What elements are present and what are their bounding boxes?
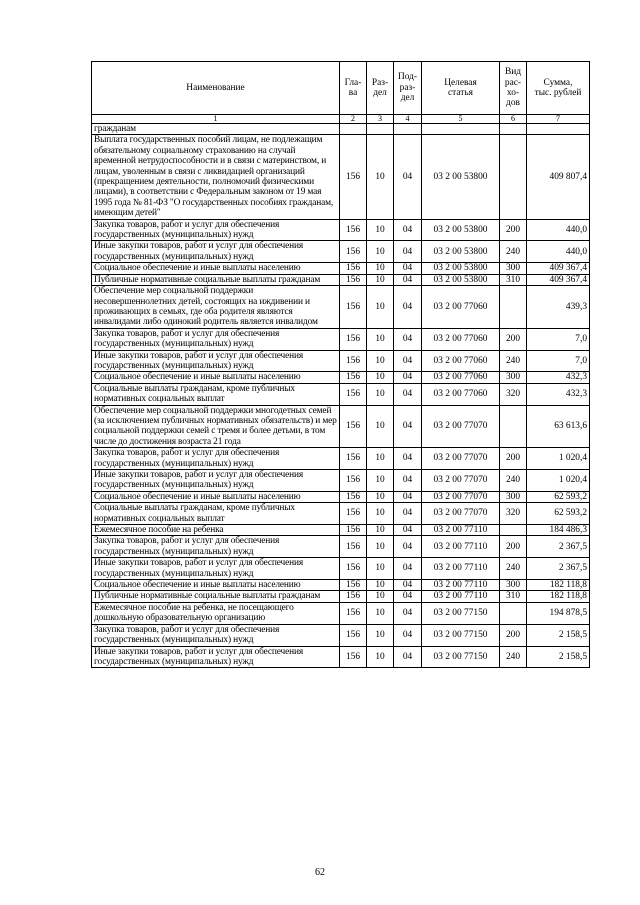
header-name: Наименование — [92, 62, 340, 115]
row-podrazdel: 04 — [394, 405, 422, 448]
row-razdel: 10 — [367, 135, 394, 219]
row-podrazdel: 04 — [394, 263, 422, 274]
row-podrazdel: 04 — [394, 286, 422, 329]
row-vid: 240 — [500, 241, 527, 263]
row-name: Социальное обеспечение и иные выплаты населению — [92, 491, 340, 502]
row-vid: 200 — [500, 624, 527, 646]
row-target: 03 2 00 77070 — [422, 405, 500, 448]
row-glava: 156 — [340, 405, 367, 448]
row-sum: 432,3 — [527, 383, 590, 405]
row-name: Закупка товаров, работ и услуг для обеспечения государственных (муниципальных) нужд — [92, 328, 340, 350]
row-vid — [500, 602, 527, 624]
row-target: 03 2 00 53800 — [422, 263, 500, 274]
row-target: 03 2 00 77110 — [422, 558, 500, 580]
row-target: 03 2 00 53800 — [422, 219, 500, 241]
row-vid: 200 — [500, 328, 527, 350]
row-razdel: 10 — [367, 591, 394, 602]
table-row — [92, 274, 590, 285]
row-name: Социальное обеспечение и иные выплаты населению — [92, 580, 340, 591]
row-sum: 432,3 — [527, 372, 590, 383]
row-name: гражданам — [92, 124, 340, 135]
table-body — [92, 124, 590, 668]
row-sum: 2 367,5 — [527, 558, 590, 580]
row-glava: 156 — [340, 491, 367, 502]
row-razdel: 10 — [367, 241, 394, 263]
row-vid: 240 — [500, 646, 527, 668]
row-razdel: 10 — [367, 405, 394, 448]
row-podrazdel: 04 — [394, 448, 422, 470]
row-razdel: 10 — [367, 263, 394, 274]
table-row — [92, 135, 590, 219]
row-razdel — [367, 124, 394, 135]
table-row — [92, 124, 590, 135]
row-glava: 156 — [340, 372, 367, 383]
table-row — [92, 491, 590, 502]
header-vid: Вид рас- хо- дов — [500, 62, 527, 115]
row-glava: 156 — [340, 602, 367, 624]
row-sum: 182 118,8 — [527, 591, 590, 602]
row-razdel: 10 — [367, 646, 394, 668]
row-vid: 200 — [500, 536, 527, 558]
row-razdel: 10 — [367, 503, 394, 525]
row-name: Обеспечение мер социальной поддержки несовершеннолетних детей, состоящих на иждивении и проживающих в семьях, где оба родителя являются инвалидами либо одинокий родитель является инвалидом — [92, 286, 340, 329]
row-target: 03 2 00 77070 — [422, 491, 500, 502]
row-target: 03 2 00 77060 — [422, 372, 500, 383]
table-row — [92, 405, 590, 448]
row-name: Ежемесячное пособие на ребенка, не посещающего дошкольную образовательную организацию — [92, 602, 340, 624]
row-target: 03 2 00 53800 — [422, 135, 500, 219]
row-name: Социальное обеспечение и иные выплаты населению — [92, 263, 340, 274]
row-glava: 156 — [340, 646, 367, 668]
row-target: 03 2 00 77060 — [422, 328, 500, 350]
row-podrazdel: 04 — [394, 624, 422, 646]
row-glava: 156 — [340, 383, 367, 405]
row-name: Социальное обеспечение и иные выплаты населению — [92, 372, 340, 383]
row-razdel: 10 — [367, 328, 394, 350]
row-target: 03 2 00 77060 — [422, 350, 500, 372]
row-razdel: 10 — [367, 558, 394, 580]
row-target: 03 2 00 77110 — [422, 525, 500, 536]
row-sum: 2 158,5 — [527, 624, 590, 646]
table-row — [92, 602, 590, 624]
row-vid: 240 — [500, 350, 527, 372]
row-glava: 156 — [340, 536, 367, 558]
row-target: 03 2 00 77070 — [422, 470, 500, 492]
row-podrazdel: 04 — [394, 372, 422, 383]
row-glava: 156 — [340, 286, 367, 329]
row-podrazdel: 04 — [394, 536, 422, 558]
row-glava: 156 — [340, 580, 367, 591]
row-podrazdel: 04 — [394, 274, 422, 285]
row-vid: 320 — [500, 383, 527, 405]
table-row — [92, 536, 590, 558]
table-row — [92, 263, 590, 274]
column-number: 4 — [394, 115, 422, 124]
column-number: 1 — [92, 115, 340, 124]
row-vid: 300 — [500, 580, 527, 591]
column-number: 7 — [527, 115, 590, 124]
row-podrazdel: 04 — [394, 491, 422, 502]
row-name: Закупка товаров, работ и услуг для обеспечения государственных (муниципальных) нужд — [92, 624, 340, 646]
row-razdel: 10 — [367, 448, 394, 470]
row-razdel: 10 — [367, 286, 394, 329]
row-name: Публичные нормативные социальные выплаты гражданам — [92, 274, 340, 285]
row-podrazdel: 04 — [394, 241, 422, 263]
header-target: Целевая статья — [422, 62, 500, 115]
row-sum: 440,0 — [527, 219, 590, 241]
column-number-row — [92, 115, 590, 124]
row-vid: 200 — [500, 219, 527, 241]
row-vid: 240 — [500, 558, 527, 580]
table-row — [92, 503, 590, 525]
row-vid — [500, 286, 527, 329]
row-vid: 300 — [500, 491, 527, 502]
table-row — [92, 470, 590, 492]
row-vid — [500, 135, 527, 219]
row-sum: 182 118,8 — [527, 580, 590, 591]
budget-table — [91, 61, 590, 668]
row-sum: 1 020,4 — [527, 448, 590, 470]
row-podrazdel: 04 — [394, 350, 422, 372]
row-sum: 62 593,2 — [527, 503, 590, 525]
row-sum — [527, 124, 590, 135]
row-podrazdel: 04 — [394, 558, 422, 580]
row-target: 03 2 00 77070 — [422, 448, 500, 470]
row-name: Выплата государственных пособий лицам, не подлежащим обязательному социальному страхованию на случай временной нетрудоспособности и в связи с материнством, и лицам, уволенным в связи с ликвидацией организаций (прекращением деятельности, полномочий физическими лицами), в соответствии с Федеральным законом от 19 мая 1995 года № 81-ФЗ "О государственных пособиях гражданам, имеющим детей" — [92, 135, 340, 219]
row-target: 03 2 00 77060 — [422, 286, 500, 329]
table-row — [92, 328, 590, 350]
table-row — [92, 646, 590, 668]
header-razdel: Раз- дел — [367, 62, 394, 115]
row-vid — [500, 124, 527, 135]
row-glava: 156 — [340, 274, 367, 285]
row-sum: 1 020,4 — [527, 470, 590, 492]
row-glava: 156 — [340, 525, 367, 536]
row-podrazdel: 04 — [394, 383, 422, 405]
column-number: 5 — [422, 115, 500, 124]
row-glava: 156 — [340, 470, 367, 492]
column-number: 2 — [340, 115, 367, 124]
table-row — [92, 580, 590, 591]
row-name: Иные закупки товаров, работ и услуг для обеспечения государственных (муниципальных) нужд — [92, 241, 340, 263]
table-row — [92, 591, 590, 602]
row-sum: 2 158,5 — [527, 646, 590, 668]
row-target: 03 2 00 77150 — [422, 624, 500, 646]
row-razdel: 10 — [367, 525, 394, 536]
row-name: Иные закупки товаров, работ и услуг для обеспечения государственных (муниципальных) нужд — [92, 558, 340, 580]
table-row — [92, 219, 590, 241]
row-sum: 440,0 — [527, 241, 590, 263]
row-glava: 156 — [340, 503, 367, 525]
row-podrazdel: 04 — [394, 503, 422, 525]
row-vid: 240 — [500, 470, 527, 492]
row-name: Иные закупки товаров, работ и услуг для обеспечения государственных (муниципальных) нужд — [92, 470, 340, 492]
header-podrazdel: Под- раз- дел — [394, 62, 422, 115]
row-podrazdel: 04 — [394, 525, 422, 536]
row-razdel: 10 — [367, 383, 394, 405]
row-sum: 409 807,4 — [527, 135, 590, 219]
table-row — [92, 372, 590, 383]
table-row — [92, 350, 590, 372]
row-target: 03 2 00 53800 — [422, 274, 500, 285]
row-razdel: 10 — [367, 491, 394, 502]
table-row — [92, 241, 590, 263]
row-sum: 7,0 — [527, 350, 590, 372]
row-podrazdel — [394, 124, 422, 135]
row-name: Социальные выплаты гражданам, кроме публичных нормативных социальных выплат — [92, 503, 340, 525]
row-glava: 156 — [340, 624, 367, 646]
row-glava: 156 — [340, 219, 367, 241]
row-vid — [500, 405, 527, 448]
row-podrazdel: 04 — [394, 219, 422, 241]
row-name: Обеспечение мер социальной поддержки многодетных семей (за исключением публичных нормативных обязательств) и мер социальной поддержки семей с тремя и более детьми, в том числе до достижения возраста 21 года — [92, 405, 340, 448]
row-glava: 156 — [340, 350, 367, 372]
row-name: Иные закупки товаров, работ и услуг для обеспечения государственных (муниципальных) нужд — [92, 350, 340, 372]
table-row — [92, 558, 590, 580]
row-podrazdel: 04 — [394, 602, 422, 624]
row-name: Закупка товаров, работ и услуг для обеспечения государственных (муниципальных) нужд — [92, 219, 340, 241]
row-podrazdel: 04 — [394, 470, 422, 492]
row-sum: 439,3 — [527, 286, 590, 329]
row-vid: 310 — [500, 274, 527, 285]
row-target: 03 2 00 77060 — [422, 383, 500, 405]
row-vid — [500, 525, 527, 536]
row-target — [422, 124, 500, 135]
row-razdel: 10 — [367, 274, 394, 285]
table-row — [92, 383, 590, 405]
row-glava: 156 — [340, 591, 367, 602]
row-target: 03 2 00 77150 — [422, 602, 500, 624]
row-podrazdel: 04 — [394, 580, 422, 591]
row-vid: 200 — [500, 448, 527, 470]
row-sum: 63 613,6 — [527, 405, 590, 448]
row-razdel: 10 — [367, 372, 394, 383]
row-target: 03 2 00 77110 — [422, 536, 500, 558]
row-target: 03 2 00 77150 — [422, 646, 500, 668]
row-vid: 300 — [500, 263, 527, 274]
row-razdel: 10 — [367, 602, 394, 624]
row-razdel: 10 — [367, 580, 394, 591]
page-number: 62 — [315, 867, 325, 878]
row-razdel: 10 — [367, 470, 394, 492]
table-row — [92, 286, 590, 329]
row-podrazdel: 04 — [394, 646, 422, 668]
table-row — [92, 624, 590, 646]
column-number: 3 — [367, 115, 394, 124]
row-name: Закупка товаров, работ и услуг для обеспечения государственных (муниципальных) нужд — [92, 536, 340, 558]
row-podrazdel: 04 — [394, 135, 422, 219]
header-glava: Гла- ва — [340, 62, 367, 115]
row-glava: 156 — [340, 448, 367, 470]
row-sum: 409 367,4 — [527, 274, 590, 285]
row-podrazdel: 04 — [394, 591, 422, 602]
row-vid: 300 — [500, 372, 527, 383]
row-name: Иные закупки товаров, работ и услуг для обеспечения государственных (муниципальных) нужд — [92, 646, 340, 668]
row-sum: 184 486,3 — [527, 525, 590, 536]
table-row — [92, 448, 590, 470]
row-name: Публичные нормативные социальные выплаты гражданам — [92, 591, 340, 602]
header-sum: Сумма, тыс. рублей — [527, 62, 590, 115]
row-sum: 2 367,5 — [527, 536, 590, 558]
row-glava: 156 — [340, 263, 367, 274]
row-sum: 7,0 — [527, 328, 590, 350]
row-razdel: 10 — [367, 219, 394, 241]
row-sum: 409 367,4 — [527, 263, 590, 274]
row-name: Социальные выплаты гражданам, кроме публичных нормативных социальных выплат — [92, 383, 340, 405]
row-target: 03 2 00 77070 — [422, 503, 500, 525]
row-name: Закупка товаров, работ и услуг для обеспечения государственных (муниципальных) нужд — [92, 448, 340, 470]
row-glava: 156 — [340, 135, 367, 219]
row-razdel: 10 — [367, 350, 394, 372]
row-target: 03 2 00 53800 — [422, 241, 500, 263]
row-target: 03 2 00 77110 — [422, 591, 500, 602]
row-glava: 156 — [340, 558, 367, 580]
column-number: 6 — [500, 115, 527, 124]
row-sum: 194 878,5 — [527, 602, 590, 624]
row-razdel: 10 — [367, 624, 394, 646]
row-vid: 320 — [500, 503, 527, 525]
row-glava — [340, 124, 367, 135]
row-target: 03 2 00 77110 — [422, 580, 500, 591]
row-name: Ежемесячное пособие на ребенка — [92, 525, 340, 536]
table-row — [92, 525, 590, 536]
table-header-row — [92, 62, 590, 115]
row-vid: 310 — [500, 591, 527, 602]
row-glava: 156 — [340, 328, 367, 350]
row-sum: 62 593,2 — [527, 491, 590, 502]
row-razdel: 10 — [367, 536, 394, 558]
row-glava: 156 — [340, 241, 367, 263]
row-podrazdel: 04 — [394, 328, 422, 350]
